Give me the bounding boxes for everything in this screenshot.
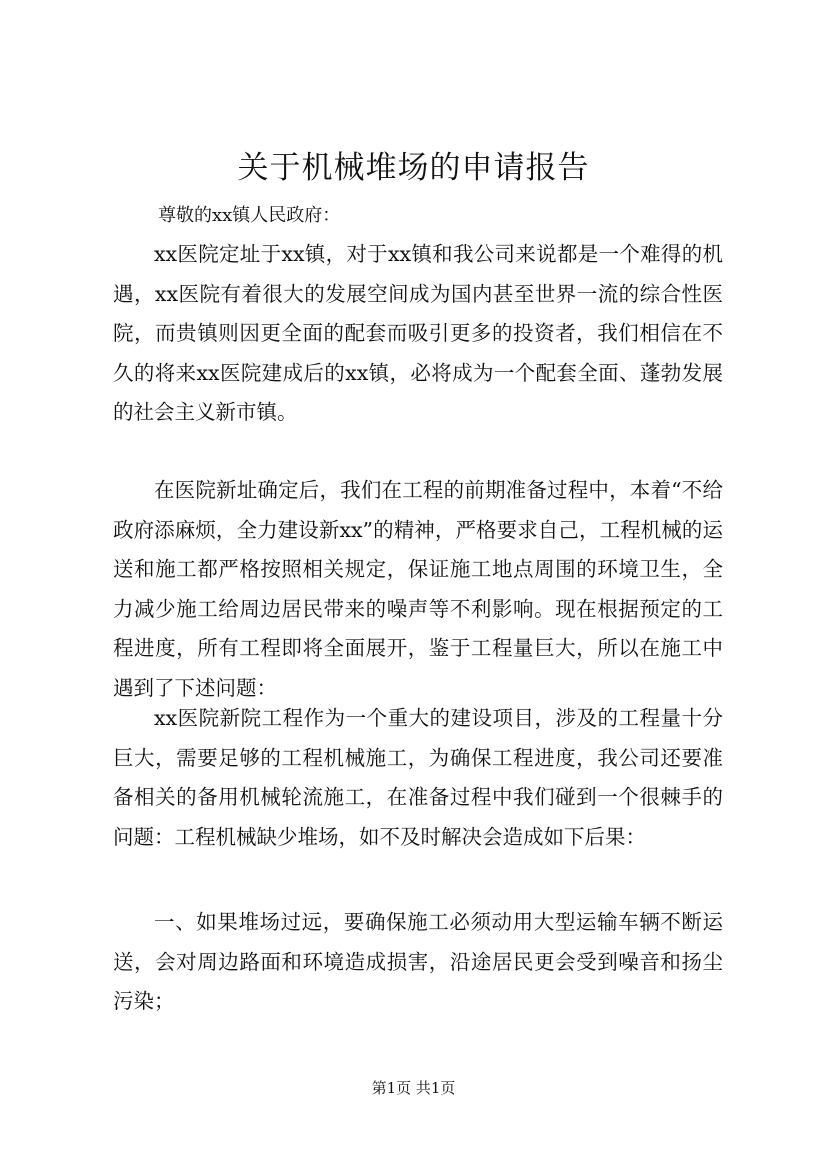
paragraph-3: xx医院新院工程作为一个重大的建设项目，涉及的工程量十分巨大，需要足够的工程机械施工，为确保工程进度，我公司还要准备相关的备用机械轮流施工，在准备过程中我们碰到一个很棘手的问题：工程机械缺少堆场，如不及时解决会造成如下后果： xyxy=(113,706,723,849)
page-number-footer: 第1页 共1页 xyxy=(371,1079,456,1097)
paragraph-1: xx医院定址于xx镇，对于xx镇和我公司来说都是一个难得的机遇，xx医院有着很大的发展空间成为国内甚至世界一流的综合性医院，而贵镇则因更全面的配套而吸引更多的投资者，我们相信在不久的将来xx医院建成后的xx镇，必将成为一个配套全面、蓬勃发展的社会主义新市镇。 xyxy=(113,242,723,425)
salutation: 尊敬的xx镇人民政府： xyxy=(158,205,341,226)
paragraph-2: 在医院新址确定后，我们在工程的前期准备过程中，本着“不给政府添麻烦，全力建设新xx”的精神，严格要求自己，工程机械的运送和施工都严格按照相关规定，保证施工地点周围的环境卫生，全力减少施工给周边居民带来的噪声等不利影响。现在根据预定的工程进度，所有工程即将全面展开，鉴于工程量巨大，所以在施工中遇到了下述问题： xyxy=(113,478,723,700)
document-title: 关于机械堆场的申请报告 xyxy=(237,150,590,186)
paragraph-4: 一、如果堆场过远，要确保施工必须动用大型运输车辆不断运送，会对周边路面和环境造成损害，沿途居民更会受到噪音和扬尘污染； xyxy=(113,910,723,1014)
